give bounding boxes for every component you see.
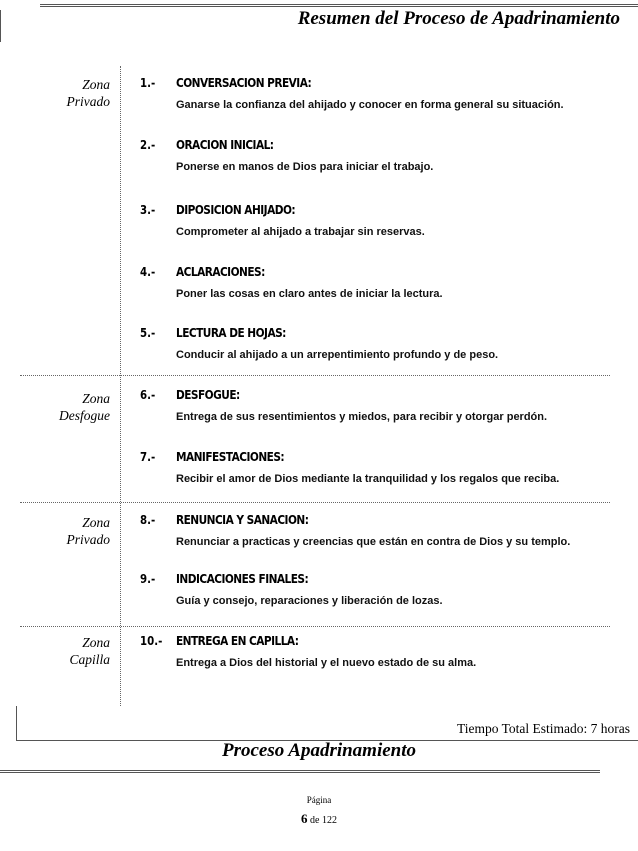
step-title: ACLARACIONES:: [176, 265, 265, 279]
step-number: 7.-: [140, 450, 156, 464]
step-title: LECTURA DE HOJAS:: [176, 326, 286, 340]
step-title: INDICACIONES FINALES:: [176, 572, 309, 586]
step-description: Comprometer al ahijado a trabajar sin reservas.: [176, 226, 425, 238]
step-number: 3.-: [140, 203, 156, 217]
step-title: RENUNCIA Y SANACION:: [176, 513, 309, 527]
page-number-line: [0, 811, 638, 827]
step-title: MANIFESTACIONES:: [176, 450, 285, 464]
step-description: Poner las cosas en claro antes de iniciar la lectura.: [176, 288, 443, 300]
step-number: 1.-: [140, 76, 156, 90]
zone-label: [30, 634, 110, 668]
header-rule: [40, 4, 638, 7]
footer-rule: [0, 770, 600, 773]
zone-label: [30, 390, 110, 424]
zone-label: [30, 514, 110, 548]
zone-label: [30, 76, 110, 110]
zone-label-line1: Zona: [82, 77, 110, 92]
step-description: Guía y consejo, reparaciones y liberación de lozas.: [176, 595, 443, 607]
footer-title: Proceso Apadrinamiento: [221, 740, 417, 761]
step-number: 4.-: [140, 265, 156, 279]
step-number: 6.-: [140, 388, 156, 402]
step-number: 8.-: [140, 513, 156, 527]
zone-divider: [120, 66, 121, 706]
total-time-estimate: Tiempo Total Estimado: 7 horas: [456, 721, 630, 736]
zone-label-line2: Privado: [66, 532, 110, 547]
step-description: Entrega de sus resentimientos y miedos, para recibir y otorgar perdón.: [176, 411, 548, 423]
section-separator: [20, 375, 610, 376]
step-description: Conducir al ahijado a un arrepentimiento profundo y de peso.: [176, 349, 499, 361]
step-number: 10.-: [140, 634, 163, 648]
section-separator: [20, 626, 610, 627]
page-number: 6: [301, 811, 308, 826]
step-description: Renunciar a practicas y creencias que están en contra de Dios y su templo.: [176, 536, 571, 548]
step-number: 2.-: [140, 138, 156, 152]
step-number: 9.-: [140, 572, 156, 586]
zone-label-line1: Zona: [82, 391, 110, 406]
step-title: DESFOGUE:: [176, 388, 240, 402]
zone-label-line2: Privado: [66, 94, 110, 109]
zone-label-line2: Capilla: [69, 652, 110, 667]
page-total: de 122: [310, 815, 337, 826]
step-title: DIPOSICION AHIJADO:: [176, 203, 296, 217]
step-description: Ponerse en manos de Dios para iniciar el trabajo.: [176, 161, 434, 173]
document-title: Resumen del Proceso de Apadrinamiento: [297, 8, 620, 29]
zone-label-line1: Zona: [82, 515, 110, 530]
step-number: 5.-: [140, 326, 156, 340]
step-title: ORACION INICIAL:: [176, 138, 274, 152]
step-description: Recibir el amor de Dios mediante la tranquilidad y los regalos que reciba.: [176, 473, 560, 485]
step-description: Entrega a Dios del historial y el nuevo estado de su alma.: [176, 657, 477, 669]
step-title: CONVERSACION PREVIA:: [176, 76, 312, 90]
zone-label-line1: Zona: [82, 635, 110, 650]
frame-left-top: [0, 10, 1, 42]
step-description: Ganarse la confianza del ahijado y conocer en forma general su situación.: [176, 99, 564, 111]
page-label: Página: [306, 795, 332, 805]
zone-label-line2: Desfogue: [59, 408, 110, 423]
section-separator: [20, 502, 610, 503]
frame-left-bottom: [16, 706, 17, 740]
step-title: ENTREGA EN CAPILLA:: [176, 634, 299, 648]
